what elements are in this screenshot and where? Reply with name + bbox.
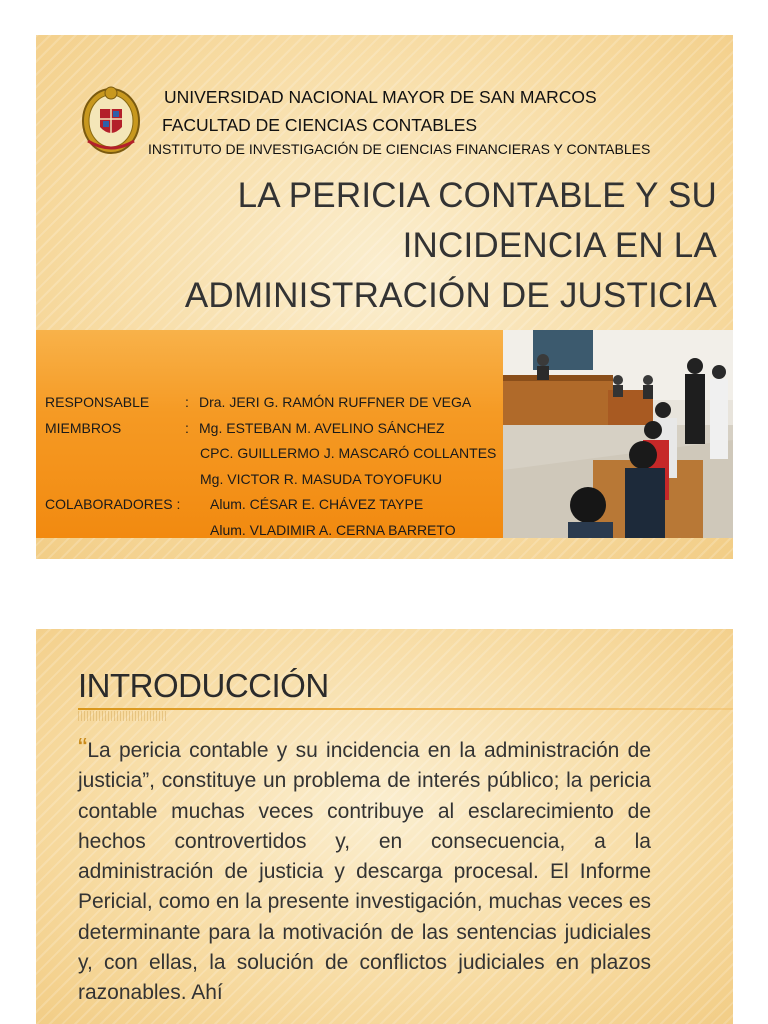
member-row xyxy=(45,441,515,467)
member-row xyxy=(45,518,515,544)
introduction-body: La pericia contable y su incidencia en la administración de justicia”, constituye un problema de interés público; la pericia contable muchas veces contribuye al esclarecimiento de hechos controvertidos y, en consecuencia, a la administración de justicia y descarga procesal. El Informe Pericial, como en la presente investigación, muchas veces es determinante para la motivación de las sentencias judiciales y, con ellas, la solución de conflictos judiciales en plazos razonables. Ahí xyxy=(78,739,651,1005)
member-name: CPC. GUILLERMO J. MASCARÓ COLLANTES xyxy=(200,445,497,461)
heading-underline-shadow xyxy=(78,711,168,721)
member-row xyxy=(45,416,515,442)
member-row xyxy=(45,390,515,416)
member-separator: : xyxy=(185,419,189,436)
member-row xyxy=(45,467,515,493)
member-separator: : xyxy=(185,394,189,410)
member-role: MIEMBROS xyxy=(45,419,122,436)
title-slide xyxy=(36,35,733,559)
heading-underline xyxy=(78,708,733,710)
member-role: RESPONSABLE xyxy=(45,394,150,410)
opening-quote-mark: “ xyxy=(78,732,88,763)
introduction-paragraph xyxy=(78,732,651,1009)
member-name: Alum. VLADIMIR A. CERNA BARRETO xyxy=(210,521,456,538)
presentation-title: LA PERICIA CONTABLE Y SU INCIDENCIA EN LA ADMINISTRACIÓN DE JUSTICIA xyxy=(184,176,717,315)
member-name: Alum. CÉSAR E. CHÁVEZ TAYPE xyxy=(210,496,424,512)
member-row xyxy=(45,492,515,518)
member-role: COLABORADORES : xyxy=(45,496,181,512)
member-name: Dra. JERI G. RAMÓN RUFFNER DE VEGA xyxy=(199,394,472,410)
introduction-slide xyxy=(36,629,733,1024)
member-name: Mg. VICTOR R. MASUDA TOYOFUKU xyxy=(200,470,442,487)
members-list xyxy=(45,390,515,543)
university-seal-logo xyxy=(80,81,142,157)
faculty-name: FACULTAD DE CIENCIAS CONTABLES xyxy=(162,115,478,135)
member-name: Mg. ESTEBAN M. AVELINO SÁNCHEZ xyxy=(199,419,445,436)
university-name: UNIVERSIDAD NACIONAL MAYOR DE SAN MARCOS xyxy=(164,87,597,107)
courtroom-photo xyxy=(503,330,733,538)
institute-name: INSTITUTO DE INVESTIGACIÓN DE CIENCIAS FINANCIERAS Y CONTABLES xyxy=(148,141,651,157)
section-heading: INTRODUCCIÓN xyxy=(78,667,329,704)
